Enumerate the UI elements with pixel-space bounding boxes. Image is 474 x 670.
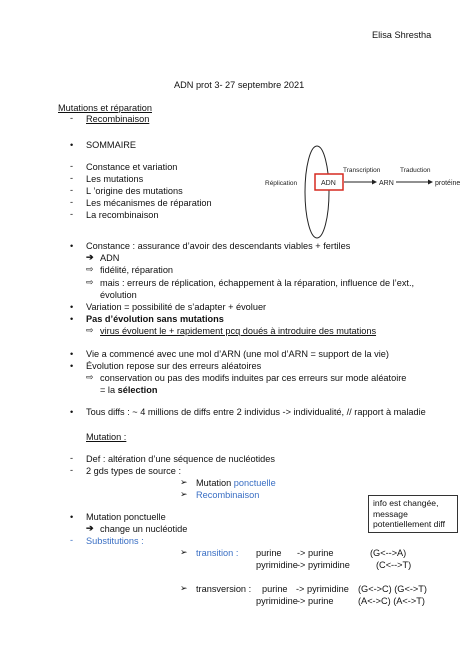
transition-example: (C<-->T): [376, 560, 412, 570]
dot-bullet: •: [70, 407, 74, 417]
sommaire-item: L ’origine des mutations: [86, 186, 183, 196]
dot-bullet: •: [70, 361, 74, 371]
pas-evolution-line: Pas d’évolution sans mutations: [86, 314, 224, 324]
sommaire-item: Les mécanismes de réparation: [86, 198, 212, 208]
change-nucleotide-line: change un nucléotide: [100, 524, 188, 534]
dash-bullet: -: [70, 113, 74, 123]
virus-line: virus évoluent le + rapidement pcq doués à introduire des mutations: [100, 326, 377, 336]
author-name: Elisa Shrestha: [372, 30, 432, 40]
transition-from: purine: [256, 548, 282, 558]
outline-arrow-icon: ⇨: [86, 325, 94, 335]
ponctuelle-word: ponctuelle: [233, 478, 276, 488]
dot-bullet: •: [70, 302, 74, 312]
transversion-example: (A<->C) (A<->T): [358, 596, 425, 606]
sommaire-label: SOMMAIRE: [86, 140, 137, 150]
erreurs-line: mais : erreurs de réplication, échappement à la réparation, influence de l’ext.,: [100, 278, 415, 288]
arrow-right-icon: ➔: [86, 252, 94, 262]
dash-bullet: -: [70, 535, 74, 545]
transversion-from: pyrimidine: [256, 596, 298, 606]
adn-label: ADN: [321, 180, 336, 187]
transition-to: -> purine: [297, 548, 334, 558]
replication-loop: [305, 146, 329, 238]
arrowhead-bullet-icon: ➢: [180, 477, 188, 487]
substitutions-label: Substitutions :: [86, 536, 144, 546]
transversion-to: -> pyrimidine: [296, 584, 349, 594]
variation-line: Variation = possibilité de s’adapter + évoluer: [86, 302, 267, 312]
selection-line: [100, 385, 157, 396]
arrowhead-bullet-icon: ➢: [180, 547, 188, 557]
dash-bullet: -: [70, 197, 74, 207]
def-line: Def : altération d’une séquence de nucléotides: [86, 454, 275, 464]
arrow-head: [428, 180, 433, 185]
dash-bullet: -: [70, 465, 74, 475]
mutation-ponctuelle-line: Mutation ponctuelle: [86, 512, 166, 522]
diffs-line: Tous diffs : ~ 4 millions de diffs entre 2 individus -> individualité, // rapport à maladie: [86, 407, 426, 417]
traduction-label: Traduction: [400, 167, 431, 174]
proteine-label: protéine: [435, 180, 461, 187]
sommaire-item: Constance et variation: [86, 162, 178, 172]
dot-bullet: •: [70, 241, 74, 251]
dash-bullet: -: [70, 453, 74, 463]
replication-label: Réplication: [265, 180, 298, 187]
dash-bullet: -: [70, 161, 74, 171]
constance-line: Constance : assurance d’avoir des descendants viables + fertiles: [86, 241, 351, 251]
transition-from: pyrimidine: [256, 560, 298, 570]
selection-word: sélection: [117, 385, 158, 395]
arrow-right-icon: ➔: [86, 523, 94, 533]
transversion-label: transversion :: [196, 584, 252, 594]
arn-label: ARN: [379, 180, 394, 187]
recombinaison-type: Recombinaison: [196, 490, 260, 500]
sommaire-item: La recombinaison: [86, 210, 159, 220]
transcription-label: Transcription: [343, 167, 381, 174]
selection-prefix: = la: [100, 385, 118, 395]
dash-bullet: -: [70, 209, 74, 219]
dot-bullet: •: [70, 140, 74, 150]
dot-bullet: •: [70, 512, 74, 522]
mutation-ponctuelle-type: [196, 478, 276, 489]
types-line: 2 gds types de source :: [86, 466, 181, 476]
central-dogma-diagram: [250, 145, 470, 245]
mutation-heading: Mutation :: [86, 432, 127, 442]
constance-adn: ADN: [100, 253, 120, 263]
dot-bullet: •: [70, 314, 74, 324]
arrow-head: [372, 180, 377, 185]
transition-example: (G<-->A): [370, 548, 407, 558]
arrowhead-bullet-icon: ➢: [180, 583, 188, 593]
vie-line: Vie a commencé avec une mol d’ARN (une mol d’ARN = support de la vie): [86, 349, 389, 359]
dash-bullet: -: [70, 173, 74, 183]
transition-to: -> pyrimidine: [297, 560, 350, 570]
outline-arrow-icon: ⇨: [86, 277, 94, 287]
transversion-example: (G<->C) (G<->T): [358, 584, 427, 594]
dash-bullet: -: [70, 185, 74, 195]
transition-label: transition :: [196, 548, 239, 558]
sommaire-item: Les mutations: [86, 174, 144, 184]
conservation-line: conservation ou pas des modifs induites par ces erreurs sur mode aléatoire: [100, 373, 407, 383]
fidelite-line: fidélité, réparation: [100, 265, 174, 275]
section-heading: Mutations et réparation: [58, 103, 152, 113]
dot-bullet: •: [70, 349, 74, 359]
page-title: ADN prot 3- 27 septembre 2021: [174, 80, 305, 90]
arrowhead-bullet-icon: ➢: [180, 489, 188, 499]
recombinaison-sub: Recombinaison: [86, 114, 150, 124]
evolution-erreurs-line: Évolution repose sur des erreurs aléatoires: [86, 361, 262, 371]
note-box: info est changée, message potentiellement diff: [368, 495, 458, 533]
outline-arrow-icon: ⇨: [86, 372, 94, 382]
outline-arrow-icon: ⇨: [86, 264, 94, 274]
type-prefix: Mutation: [196, 478, 234, 488]
transversion-from: purine: [262, 584, 288, 594]
transversion-to: -> purine: [297, 596, 334, 606]
evolution-line: évolution: [100, 290, 137, 300]
